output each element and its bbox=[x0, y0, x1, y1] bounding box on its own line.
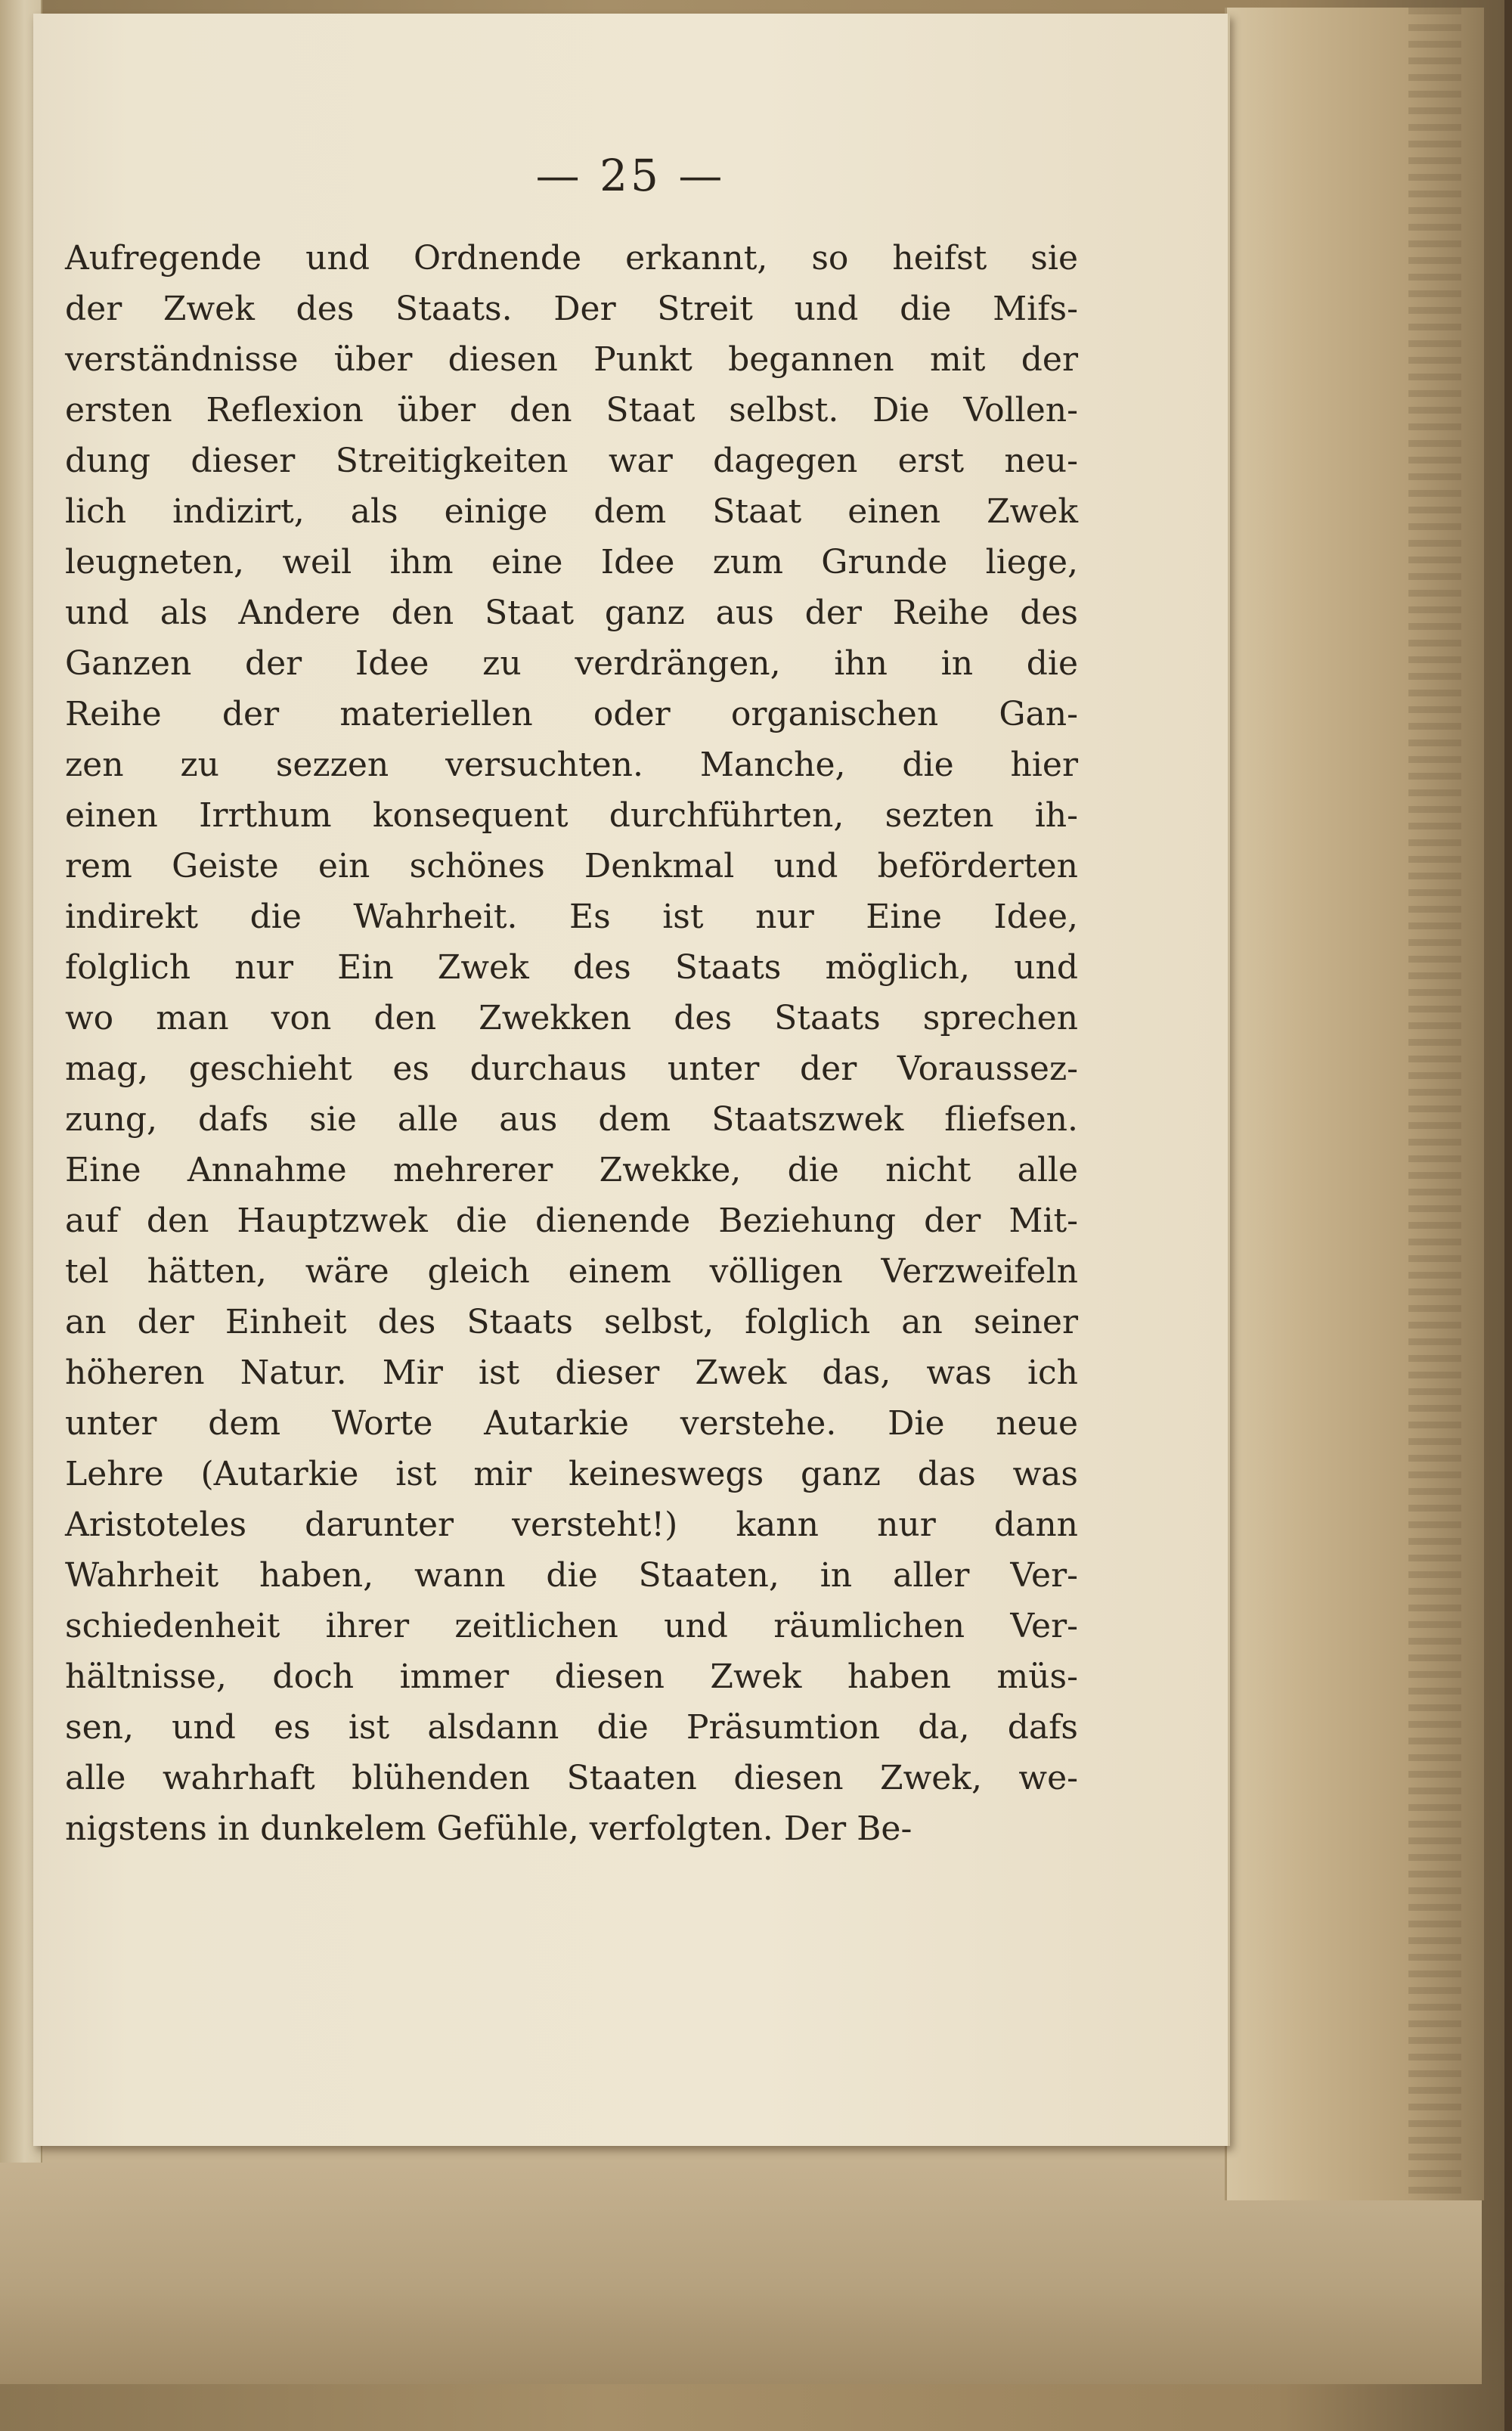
text-line: Aufregende und Ordnende erkannt, so heifst sie bbox=[65, 239, 1078, 278]
text-line: einen Irrthum konsequent durchführten, sezten ih- bbox=[65, 796, 1078, 835]
text-line: tel hätten, wäre gleich einem völligen Verzweifeln bbox=[65, 1252, 1078, 1291]
text-line: der Zwek des Staats. Der Streit und die Mifs- bbox=[65, 290, 1078, 328]
text-line: Lehre (Autarkie ist mir keineswegs ganz das was bbox=[65, 1455, 1078, 1493]
text-line: lich indizirt, als einige dem Staat einen Zwek bbox=[65, 492, 1078, 531]
text-line: zen zu sezzen versuchten. Manche, die hier bbox=[65, 746, 1078, 784]
text-line: hältnisse, doch immer diesen Zwek haben müs- bbox=[65, 1657, 1078, 1696]
text-line: Wahrheit haben, wann die Staaten, in aller Ver- bbox=[65, 1556, 1078, 1595]
text-line: mag, geschieht es durchaus unter der Voraussez- bbox=[65, 1050, 1078, 1088]
text-line: nigstens in dunkelem Gefühle, verfolgten. Der Be- bbox=[65, 1809, 912, 1848]
text-line: zung, dafs sie alle aus dem Staatszwek fliefsen. bbox=[65, 1100, 1078, 1139]
book-page bbox=[33, 14, 1230, 2146]
text-line: an der Einheit des Staats selbst, folglich an seiner bbox=[65, 1303, 1078, 1341]
text-line: dung dieser Streitigkeiten war dagegen erst neu- bbox=[65, 442, 1078, 480]
body-text bbox=[65, 233, 1078, 1854]
text-line: Aristoteles darunter versteht!) kann nur dann bbox=[65, 1505, 1078, 1544]
text-line: unter dem Worte Autarkie verstehe. Die neue bbox=[65, 1404, 1078, 1443]
text-line: verständnisse über diesen Punkt begannen mit der bbox=[65, 340, 1078, 379]
text-line: alle wahrhaft blühenden Staaten diesen Zwek, we- bbox=[65, 1759, 1078, 1797]
text-line: leugneten, weil ihm eine Idee zum Grunde liege, bbox=[65, 543, 1078, 581]
text-line: Reihe der materiellen oder organischen Gan- bbox=[65, 695, 1078, 733]
text-line: wo man von den Zwekken des Staats sprechen bbox=[65, 999, 1078, 1037]
text-line: Eine Annahme mehrerer Zwekke, die nicht alle bbox=[65, 1151, 1078, 1189]
text-line: und als Andere den Staat ganz aus der Reihe des bbox=[65, 594, 1078, 632]
text-line: ersten Reflexion über den Staat selbst. Die Vollen- bbox=[65, 391, 1078, 429]
text-line: folglich nur Ein Zwek des Staats möglich, und bbox=[65, 948, 1078, 987]
text-line: auf den Hauptzwek die dienende Beziehung der Mit- bbox=[65, 1202, 1078, 1240]
text-line: sen, und es ist alsdann die Präsumtion da, dafs bbox=[65, 1708, 1078, 1747]
text-line: rem Geiste ein schönes Denkmal und beförderten bbox=[65, 847, 1078, 885]
text-line: schiedenheit ihrer zeitlichen und räumlichen Ver- bbox=[65, 1607, 1078, 1645]
text-line: indirekt die Wahrheit. Es ist nur Eine Idee, bbox=[65, 898, 1078, 936]
text-line: Ganzen der Idee zu verdrängen, ihn in die bbox=[65, 644, 1078, 683]
text-line: höheren Natur. Mir ist dieser Zwek das, was ich bbox=[65, 1353, 1078, 1392]
page-stack-edge bbox=[1225, 8, 1484, 2200]
page-number: — 25 — bbox=[535, 150, 726, 201]
